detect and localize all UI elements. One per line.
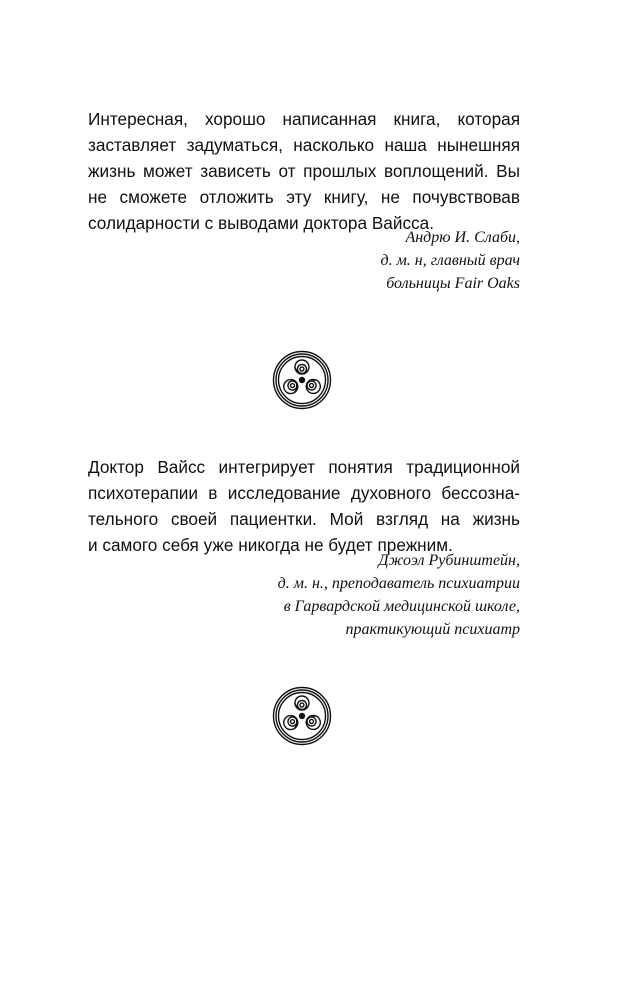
- attribution-line: практикующий психиатр: [345, 621, 520, 638]
- attribution-line: д. м. н, главный врач: [380, 252, 520, 269]
- attribution-line: Джоэл Рубинштейн,: [378, 552, 520, 569]
- attribution-line: больницы Fair Oaks: [386, 275, 520, 292]
- quote-2-line: психотерапии в исследование духовного бессозна-: [88, 483, 520, 503]
- quote-1-line: жизнь может зависеть от прошлых воплощений. Вы: [88, 161, 520, 181]
- quote-1-line: не сможете отложить эту книгу, не почувствовав: [88, 187, 520, 207]
- quote-1-attribution: [380, 226, 520, 295]
- quote-1-text: [88, 106, 520, 236]
- quote-2-line: и самого себя уже никогда не будет прежним.: [88, 535, 453, 555]
- quote-2-line: тельного своей пациентки. Мой взгляд на жизнь: [88, 509, 520, 529]
- quote-1-line: солидарности с выводами доктора Вайсса.: [88, 213, 434, 233]
- attribution-line: Андрю И. Слаби,: [405, 229, 520, 246]
- triskelion-spiral-icon: [272, 350, 332, 410]
- attribution-line: в Гарвардской медицинской школе,: [283, 598, 520, 615]
- attribution-line: д. м. н., преподаватель психиатрии: [277, 575, 520, 592]
- triskelion-spiral-icon: [272, 686, 332, 746]
- quote-1-line: Интересная, хорошо написанная книга, которая: [88, 109, 520, 129]
- quote-1-line: заставляет задуматься, насколько наша нынешняя: [88, 135, 520, 155]
- quote-2-line: Доктор Вайсс интегрирует понятия традиционной: [88, 457, 520, 477]
- quote-2-attribution: [278, 549, 520, 641]
- quote-2-text: [88, 454, 520, 558]
